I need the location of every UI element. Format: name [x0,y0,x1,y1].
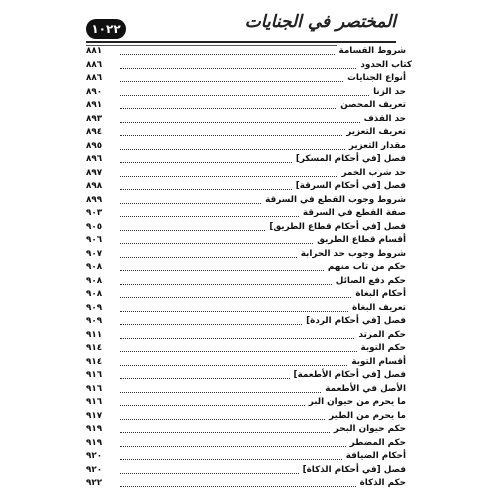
toc-entry [86,369,406,383]
leader-dots [120,149,345,150]
toc-entry-page: ٩١٩ [86,424,103,434]
toc-entry [86,464,406,478]
toc-entry-page: ٩١٦ [86,370,103,380]
toc-entry [86,356,406,370]
toc-entry [86,59,412,73]
toc-entry-title: تعريف المحصن [340,100,406,110]
header-rule [86,41,396,43]
toc-entry-page: ٩٢٢ [86,478,103,488]
toc-entry [86,234,406,248]
toc-entry [86,315,406,329]
leader-dots [120,257,297,258]
leader-dots [120,351,357,352]
toc-entry [86,248,406,262]
toc-entry-title: فصل [في أحكام الأطعمة] [293,370,406,380]
toc-entry-page: ٨٩٠ [86,86,103,97]
toc-entry [86,180,406,194]
toc-entry [86,477,406,491]
toc-entry [86,221,406,235]
page-number-badge: ١٠٢٢ [86,19,126,39]
toc-entry-title: حكم الذكاة [359,478,406,488]
toc-entry-title: حكم حيوان البحر [333,424,406,434]
toc-entry-title: حكم المضطر [349,437,406,448]
toc-entry [86,153,406,167]
toc-entry-page: ٨٩٩ [86,194,103,205]
toc-entry [86,167,406,181]
toc-entry-page: ٩٠٨ [86,262,103,272]
leader-dots [120,392,321,393]
toc-entry-title: أحكام الضيافة [345,451,406,461]
toc-entry [86,99,406,113]
leader-dots [120,297,351,298]
toc-entry-page: ٩١٤ [86,356,103,367]
toc-entry [86,383,406,397]
toc-entry-page: ٨٩٧ [86,167,103,178]
toc-entry-page: ٩١٧ [86,410,103,421]
toc-entry [86,207,406,221]
leader-dots [120,459,342,460]
leader-dots [120,324,302,325]
toc-entry [86,302,406,316]
leader-dots [120,378,290,379]
leader-dots [120,486,356,487]
toc-entry-page: ٨٨١ [86,46,103,56]
toc-entry-page: ٨٩١ [86,100,103,110]
toc-entry-title: أنواع الجنايات [347,73,406,83]
toc-entry-page: ٩٢٠ [86,451,103,461]
toc-entry-title: فصل [في أحكام قطاع الطريق] [269,221,406,232]
toc-entry-title: تعريف البغاة [352,302,406,313]
toc-entry-page: ٨٩٦ [86,154,103,164]
toc-entry [86,113,406,127]
leader-dots [120,122,360,123]
toc-entry-title: حد القذف [363,113,406,124]
toc-entry-page: ٩٠٦ [86,235,103,245]
leader-dots [120,230,265,231]
leader-dots [120,203,261,204]
toc-entry-title: حكم دفع الصائل [335,275,406,286]
toc-entry-title: ما يحرم من حيوان البر [308,397,406,407]
leader-dots [120,95,369,96]
toc-entry-title: شروط وجوب القطع في السرقة [265,194,406,205]
toc-entry [86,275,406,289]
toc-entry-title: صفة القطع في السرقة [302,208,406,218]
toc-entry [86,288,406,302]
toc-entry [86,450,406,464]
leader-dots [120,54,335,55]
toc-entry-page: ٩٠٧ [86,248,103,259]
toc-entry-title: حكم المرتد [358,329,406,340]
toc-entry-title: فصل [في أحكام المسكر] [295,154,406,164]
toc-entry-title: حكم من تاب منهم [327,262,406,272]
toc-entry-page: ٩١١ [86,329,103,340]
toc-entry-page: ٩٠٩ [86,302,103,313]
toc-entry-title: الأصل في الأطعمة [325,383,406,394]
toc-entry [86,194,406,208]
toc-entry [86,86,406,100]
leader-dots [120,338,354,339]
toc-entry-title: فصل [في أحكام الردة] [306,316,406,326]
toc-entry-page: ٩٠٥ [86,221,103,232]
leader-dots [120,365,347,366]
toc-entry-page: ٨٩٣ [86,113,103,124]
toc-entry-page: ٨٩٨ [86,181,103,191]
toc-entry [86,72,406,86]
leader-dots [120,176,337,177]
toc-entry [86,410,406,424]
leader-dots [120,419,325,420]
table-of-contents [86,45,412,491]
leader-dots [120,216,299,217]
toc-entry-page: ٨٩٤ [86,127,103,137]
toc-entry [86,423,406,437]
toc-entry-page: ٩١٩ [86,437,103,448]
toc-entry-title: تعريف التعزير [346,127,406,137]
toc-entry [86,126,406,140]
toc-entry-title: ما يحرم من الطير [329,410,406,421]
leader-dots [120,311,348,312]
leader-dots [120,243,313,244]
toc-entry-page: ٩٠٣ [86,208,103,218]
leader-dots [120,135,342,136]
toc-entry-page: ٩١٦ [86,383,103,394]
toc-entry-title: فصل [في أحكام السرقة] [295,181,406,191]
toc-entry-title: أقسام التوبة [351,356,406,367]
leader-dots [120,81,343,82]
toc-entry-page: ٨٨٦ [86,59,103,70]
toc-entry-title: كتاب الحدود [360,59,412,70]
toc-entry-title: شروط وجوب حد الحرابة [300,248,406,259]
toc-entry-page: ٩٢٠ [86,464,103,475]
toc-entry-page: ٨٩٥ [86,140,103,151]
leader-dots [120,162,292,163]
toc-entry [86,396,406,410]
toc-entry-page: ٩١٦ [86,397,103,407]
toc-entry-page: ٩٠٩ [86,316,103,326]
leader-dots [120,68,356,69]
toc-entry-title: حكم التوبة [360,343,406,353]
toc-entry-page: ٩١٤ [86,343,103,353]
leader-dots [120,405,305,406]
leader-dots [120,284,332,285]
running-title: المختصر في الجنايات [244,12,396,32]
toc-entry-title: مقدار التعزير [348,140,406,151]
toc-entry [86,45,406,59]
toc-entry [86,140,406,154]
toc-entry-title: حد الزنا [373,86,406,97]
toc-entry [86,261,406,275]
leader-dots [120,270,324,271]
toc-entry-page: ٩٠٨ [86,275,103,286]
leader-dots [120,446,346,447]
toc-entry [86,342,406,356]
leader-dots [120,189,292,190]
toc-entry-title: أقسام قطاع الطريق [317,235,406,245]
toc-entry-title: شروط القسامة [338,46,406,56]
leader-dots [120,432,330,433]
toc-entry-page: ٨٨٦ [86,73,103,83]
toc-entry-title: حد شرب الخمر [341,167,406,178]
toc-entry [86,437,406,451]
toc-entry-title: فصل [في أحكام الذكاة] [302,464,406,475]
toc-entry-page: ٩٠٨ [86,289,103,299]
toc-entry [86,329,406,343]
toc-entry-title: أحكام البغاة [355,289,406,299]
leader-dots [120,108,336,109]
leader-dots [120,473,299,474]
